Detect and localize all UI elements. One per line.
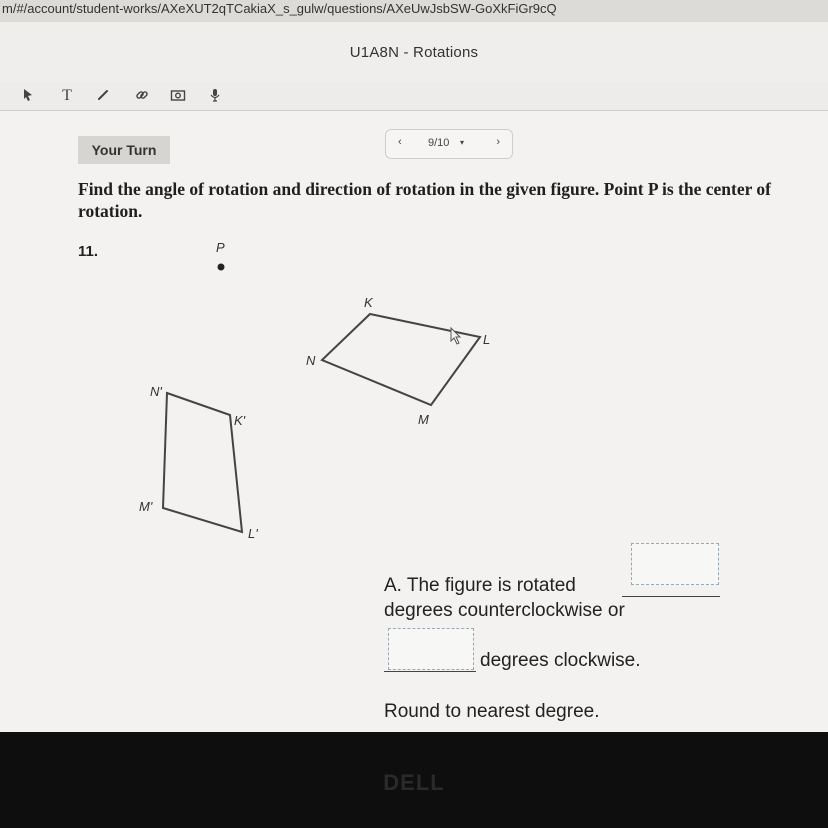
pointer-tool-icon[interactable]	[18, 86, 38, 106]
title-bar	[0, 22, 828, 83]
annotation-toolbar	[0, 82, 828, 111]
dell-logo: DELL	[383, 770, 445, 795]
camera-tool-icon[interactable]	[168, 86, 188, 106]
angle-input-counterclockwise[interactable]	[631, 543, 719, 585]
question-number: 11.	[78, 243, 99, 260]
answer-text-line2: degrees counterclockwise or	[384, 600, 625, 621]
label-k: K	[364, 295, 373, 310]
chevron-down-icon: ▾	[460, 138, 465, 147]
angle-input-clockwise[interactable]	[388, 628, 474, 670]
quadrilateral-klmn-prime	[163, 393, 242, 532]
text-tool-icon[interactable]: T	[62, 87, 72, 104]
your-turn-badge: Your Turn	[78, 136, 170, 164]
question-prompt: Find the angle of rotation and direction of rotation in the given figure. Point P is the center of rotation.	[78, 179, 772, 221]
answer-underline-2	[384, 671, 476, 672]
center-point-p	[218, 264, 225, 271]
page-title: U1A8N - Rotations	[349, 44, 479, 61]
label-m-prime: M'	[139, 499, 153, 514]
mouse-cursor-icon	[451, 328, 460, 344]
label-n: N	[306, 353, 316, 368]
pen-tool-icon[interactable]	[93, 86, 113, 106]
answer-text-line3: degrees clockwise.	[480, 650, 641, 671]
label-l: L	[483, 332, 491, 347]
label-l-prime: L'	[248, 526, 258, 541]
link-tool-icon[interactable]	[132, 86, 152, 106]
label-p: P	[216, 240, 225, 255]
label-k-prime: K'	[234, 413, 246, 428]
question-content	[0, 111, 828, 732]
label-n-prime: N'	[150, 384, 162, 399]
next-question-button[interactable]: ›	[496, 136, 500, 148]
label-m: M	[418, 412, 429, 427]
url-text: m/#/account/student-works/AXeXUT2qTCakiaX_s_gulw/questions/AXeUwJsbSW-GoXkFiGr9cQ	[2, 1, 557, 16]
microphone-tool-icon[interactable]	[205, 86, 225, 106]
question-position-select[interactable]: 9/10	[428, 137, 450, 149]
answer-text-line1: A. The figure is rotated	[384, 575, 576, 596]
answer-text-line4: Round to nearest degree.	[384, 701, 600, 722]
previous-question-button[interactable]: ‹	[398, 136, 402, 148]
address-bar[interactable]	[0, 0, 828, 22]
answer-underline-1	[622, 596, 720, 597]
quadrilateral-klmn	[322, 314, 480, 405]
monitor-bezel	[0, 732, 828, 828]
